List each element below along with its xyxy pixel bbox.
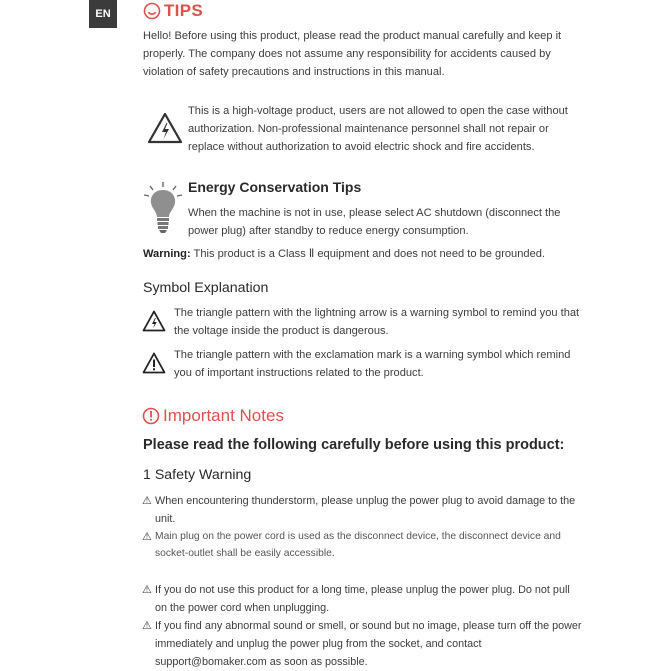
lightning-symbol-text: The triangle pattern with the lightning arrow is a warning symbol to remind you that the voltage inside the product is dangerous.: [174, 307, 580, 337]
tips-heading: [143, 1, 203, 21]
energy-text: When the machine is not in use, please select AC shutdown (disconnect the power plug) after standby to reduce energy consumption.: [188, 207, 561, 237]
important-subtitle: Please read the following carefully before using this product:: [143, 437, 565, 453]
warning-line: [143, 245, 593, 263]
lightning-triangle-icon: ⚠: [142, 584, 152, 596]
safety-item-text: If you find any abnormal sound or smell, or sound but no image, please turn off the power immediately and unplug the power plug from the socket, and contact support@bomaker.com as soon as possible.: [155, 620, 582, 668]
exclamation-circle-icon: [142, 407, 160, 425]
tips-title: TIPS: [164, 1, 203, 20]
intro-paragraph: Hello! Before using this product, please read the product manual carefully and keep it properly. The company does not assume any responsibility for accidents caused by violation of safety precautions and instructions in this manual.: [143, 30, 562, 78]
warning-label: Warning:: [143, 248, 191, 260]
important-notes-title: Important Notes: [163, 406, 284, 425]
language-tab: EN: [89, 0, 117, 28]
safety-item-text: Main plug on the power cord is used as the disconnect device, the disconnect device and socket-outlet shall be easily accessible.: [155, 531, 561, 559]
symbol-explanation-title: Symbol Explanation: [143, 280, 269, 296]
exclamation-symbol-icon: [142, 352, 166, 374]
safety-item-text: When encountering thunderstorm, please unplug the power plug to avoid damage to the unit.: [155, 495, 576, 525]
lightning-warning-icon: [147, 112, 183, 144]
safety-item-text: If you do not use this product for a long time, please unplug the power plug. Do not pull on the power cord when unplugging.: [155, 584, 570, 614]
safety-item-4: [142, 617, 582, 671]
safety-warning-title: 1 Safety Warning: [143, 467, 252, 483]
high-voltage-text: This is a high-voltage product, users are not allowed to open the case without authorization. Non-professional maintenance personnel shall not repair or replace without authorization to avoid electric shock and fire accidents.: [188, 105, 568, 153]
lightning-symbol-icon: [142, 310, 166, 332]
safety-item-1: [142, 492, 582, 528]
warning-text: This product is a Class Ⅱ equipment and does not need to be grounded.: [193, 248, 545, 260]
smiley-icon: [143, 2, 161, 20]
important-notes-heading: [142, 406, 284, 426]
lightbulb-icon: [142, 181, 184, 235]
lightning-triangle-icon: ⚠: [142, 531, 152, 543]
exclamation-symbol-text: The triangle pattern with the exclamation mark is a warning symbol which remind you of important instructions related to the product.: [174, 349, 571, 379]
lightning-triangle-icon: ⚠: [142, 620, 152, 632]
safety-item-3: [142, 581, 582, 617]
energy-title: Energy Conservation Tips: [188, 179, 362, 195]
warning-triangle-icon: ⚠: [142, 495, 152, 507]
safety-item-2: [142, 528, 582, 562]
